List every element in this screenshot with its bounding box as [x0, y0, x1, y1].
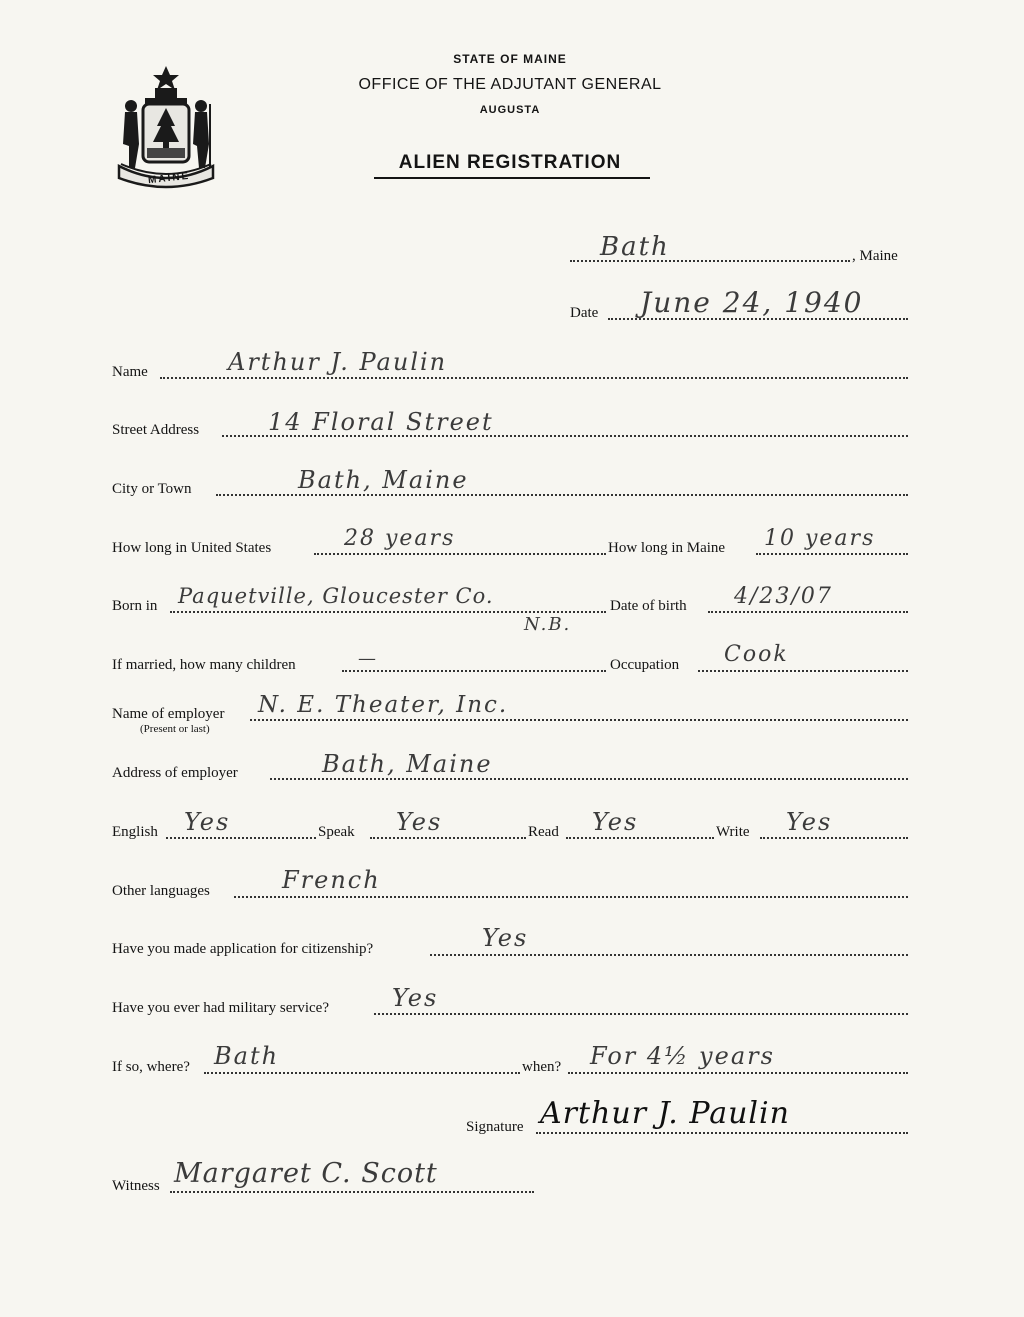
- employer-sublabel: (Present or last): [140, 723, 210, 735]
- witness-label: Witness: [112, 1178, 160, 1194]
- city-label: City or Town: [112, 481, 192, 497]
- other-languages-line: [234, 896, 908, 898]
- employer-address-line: [270, 778, 908, 780]
- write-label: Write: [716, 824, 750, 840]
- name-label: Name: [112, 364, 148, 380]
- speak-label: Speak: [318, 824, 355, 840]
- employer-address-value: Bath, Maine: [322, 750, 493, 778]
- english-line: [166, 837, 316, 839]
- where-line: [204, 1072, 520, 1074]
- date-value: June 24, 1940: [640, 286, 864, 319]
- state-seal-icon: [115, 64, 217, 190]
- employer-value: N. E. Theater, Inc.: [258, 692, 509, 718]
- title-underline: [374, 177, 650, 179]
- employer-label: Name of employer: [112, 706, 225, 722]
- maine-duration-label: How long in Maine: [608, 540, 726, 556]
- town-value: Bath: [600, 232, 670, 262]
- street-value: 14 Floral Street: [268, 408, 494, 436]
- military-label: Have you ever had military service?: [112, 1000, 329, 1016]
- occupation-value: Cook: [724, 642, 789, 667]
- name-value: Arthur J. Paulin: [228, 348, 448, 376]
- seal-banner-text: MAINE: [147, 170, 191, 187]
- signature-line: [536, 1132, 908, 1134]
- us-duration-line: [314, 553, 606, 555]
- office-heading: OFFICE OF THE ADJUTANT GENERAL: [358, 76, 662, 93]
- date-label: Date: [570, 305, 599, 321]
- citizenship-value: Yes: [482, 924, 529, 952]
- occupation-label: Occupation: [610, 657, 680, 673]
- children-line: [342, 670, 606, 672]
- when-line: [568, 1072, 908, 1074]
- born-in-value: Paquetville, Gloucester Co.: [178, 584, 494, 608]
- military-line: [374, 1013, 908, 1015]
- where-value: Bath: [214, 1042, 280, 1070]
- when-value: For 4½ years: [590, 1042, 775, 1070]
- employer-address-label: Address of employer: [112, 765, 238, 781]
- city-heading: AUGUSTA: [479, 104, 541, 116]
- speak-line: [370, 837, 526, 839]
- us-duration-value: 28 years: [344, 526, 456, 551]
- write-value: Yes: [786, 808, 833, 836]
- dob-value: 4/23/07: [734, 584, 833, 609]
- write-line: [760, 837, 908, 839]
- form-title: ALIEN REGISTRATION: [398, 152, 622, 173]
- read-line: [566, 837, 714, 839]
- us-duration-label: How long in United States: [112, 540, 272, 556]
- english-value: Yes: [184, 808, 231, 836]
- when-label: when?: [522, 1059, 562, 1075]
- witness-value: Margaret C. Scott: [174, 1158, 438, 1189]
- maine-suffix: , Maine: [852, 248, 898, 264]
- name-line: [160, 377, 908, 379]
- signature-value: Arthur J. Paulin: [540, 1096, 790, 1131]
- signature-label: Signature: [466, 1119, 524, 1135]
- dob-line: [708, 611, 908, 613]
- dob-label: Date of birth: [610, 598, 687, 614]
- street-label: Street Address: [112, 422, 200, 438]
- where-label: If so, where?: [112, 1059, 190, 1075]
- maine-duration-line: [756, 553, 908, 555]
- witness-line: [170, 1191, 534, 1193]
- military-value: Yes: [392, 984, 439, 1012]
- born-in-province: N.B.: [524, 614, 572, 635]
- english-label: English: [112, 824, 158, 840]
- other-languages-label: Other languages: [112, 883, 210, 899]
- city-value: Bath, Maine: [298, 466, 469, 494]
- maine-duration-value: 10 years: [764, 526, 876, 551]
- state-heading: STATE OF MAINE: [453, 52, 567, 66]
- read-value: Yes: [592, 808, 639, 836]
- speak-value: Yes: [396, 808, 443, 836]
- born-in-label: Born in: [112, 598, 158, 614]
- citizenship-line: [430, 954, 908, 956]
- citizenship-label: Have you made application for citizenship?: [112, 941, 374, 957]
- read-label: Read: [528, 824, 559, 840]
- occupation-line: [698, 670, 908, 672]
- employer-line: [250, 719, 908, 721]
- children-value: —: [358, 648, 378, 669]
- children-label: If married, how many children: [112, 657, 296, 673]
- other-languages-value: French: [282, 866, 381, 894]
- city-line: [216, 494, 908, 496]
- born-in-line: [170, 611, 606, 613]
